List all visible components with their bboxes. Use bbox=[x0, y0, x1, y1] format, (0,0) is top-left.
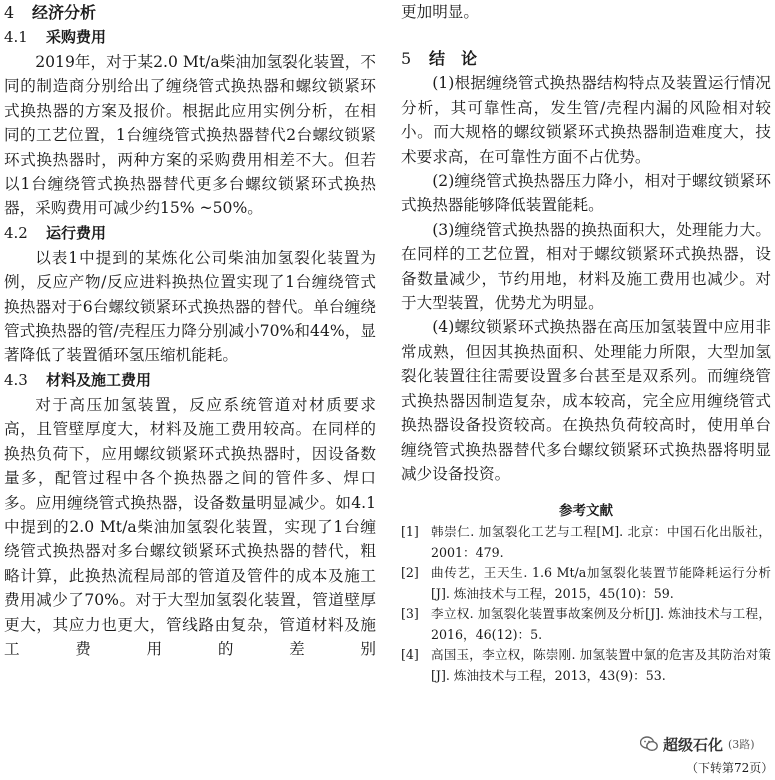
section-number: 4.1 bbox=[4, 28, 28, 46]
conclusion-3: (3)缠绕管式换热器的换热面积大，处理能力大。在同样的工艺位置，相对于螺纹锁紧环式换热器，设备数量减少，节约用地，材料及施工费用也减少。对于大型装置，优势尤为明显。 bbox=[401, 220, 771, 313]
section-5-heading bbox=[401, 46, 771, 71]
conclusion-4: (4)螺纹锁紧环式换热器在高压加氢装置中应用非常成熟，但因其换热面积、处理能力所限，大型加氢裂化装置往往需要设置多台甚至是双系列。而缠绕管式换热器因制造复杂，成本较高，完全应用缠绕管式换热器设备投资较高。在换热负荷较高时，使用单台缠绕管式换热器替代多台螺纹锁紧环式换热器将明显减少设备投资。 bbox=[401, 318, 771, 483]
section-4-2-paragraph: 以表1中提到的某炼化公司柴油加氢裂化装置为例，反应产物/反应进料换热位置实现了1台缠绕管式换热器对于6台螺纹锁紧环式换热器的替代。单台缠绕管式换热器的管/壳程压力降分别减小70%和44%，显著降低了装置循环氢压缩机能耗。 bbox=[4, 248, 376, 365]
reference-tag: [4] bbox=[401, 647, 419, 663]
section-4-1-heading bbox=[4, 25, 376, 50]
references-title: 参考文献 bbox=[559, 503, 613, 520]
reference-item bbox=[401, 645, 771, 686]
reference-item bbox=[401, 522, 771, 563]
section-title: 采购费用 bbox=[46, 28, 107, 46]
wechat-watermark bbox=[640, 733, 775, 755]
wechat-icon bbox=[640, 736, 658, 752]
section-number: 4.2 bbox=[4, 223, 28, 242]
reference-item bbox=[401, 563, 771, 604]
section-4-3-paragraph: 对于高压加氢装置，反应系统管道对材质要求高，且管壁厚度大，材料及施工费用较高。在同样的换热负荷下，应用螺纹锁紧环式换热器时，因设备数量多，配管过程中各个换热器之间的管件多、焊口多。应用缠绕管式换热器，设备数量明显减少。如4.1中提到的2.0 Mt/a柴油加氢裂化装置，实现了1台缠绕管式换热器对多台螺纹锁紧环式换热器的替代，粗略计算，此换热流程局部的管道及管件的成本及施工费用减少了70%。对于大型加氢裂化装置，管道壁厚更大，其应力也更大，管线路由复杂，管道材料及施工费用的差别 bbox=[4, 395, 376, 658]
reference-item bbox=[401, 604, 771, 645]
section-4-3-heading bbox=[4, 368, 376, 393]
section-title: 经济分析 bbox=[32, 3, 97, 22]
left-column bbox=[4, 0, 376, 661]
reference-text: 李立权. 加氢裂化装置事故案例及分析[J]. 炼油技术与工程，2016，46(12)：5. bbox=[431, 606, 771, 642]
section-title: 结 论 bbox=[429, 49, 478, 69]
section-4-2-heading bbox=[4, 221, 376, 246]
section-number: 4.3 bbox=[4, 370, 28, 389]
reference-text: 曲传艺，王天生. 1.6 Mt/a加氢裂化装置节能降耗运行分析[J]. 炼油技术与工程，2015，45(10)：59. bbox=[431, 565, 771, 601]
continued-on-page: （下转第72页） bbox=[686, 761, 774, 775]
section-title: 材料及施工费用 bbox=[46, 370, 152, 389]
section-4-1-paragraph: 2019年，对于某2.0 Mt/a柴油加氢裂化装置，不同的制造商分别给出了缠绕管式换热器和螺纹锁紧环式换热器的方案及报价。根据此应用实例分析，在相同的工艺位置，1台缠绕管式换热器替代2台螺纹锁紧环式换热器时，两种方案的采购费用相差不大。但若以1台缠绕管式换热器替代更多台螺纹锁紧环式换热器，采购费用可减少约15% ~50%。 bbox=[4, 53, 376, 218]
continued-paragraph: 更加明显。 bbox=[401, 3, 479, 21]
reference-list bbox=[401, 522, 771, 686]
reference-text: 高国玉，李立权，陈崇刚. 加氢装置中氯的危害及其防治对策[J]. 炼油技术与工程，2013，43(9)：53. bbox=[431, 647, 771, 683]
reference-tag: [3] bbox=[401, 606, 419, 622]
watermark-text: 超级石化 bbox=[663, 735, 724, 754]
reference-tag: [2] bbox=[401, 565, 419, 581]
watermark-sub: (3路) bbox=[728, 738, 755, 751]
right-column bbox=[401, 0, 771, 686]
section-number: 5 bbox=[401, 49, 412, 69]
section-title: 运行费用 bbox=[46, 223, 107, 242]
section-4-heading bbox=[4, 0, 376, 25]
reference-text: 韩崇仁. 加氢裂化工艺与工程[M]. 北京：中国石化出版社，2001：479. bbox=[431, 524, 771, 560]
section-number: 4 bbox=[4, 3, 15, 22]
conclusion-1: (1)根据缠绕管式换热器结构特点及装置运行情况分析，其可靠性高，发生管/壳程内漏的风险相对较小。而大规格的螺纹锁紧环式换热器制造难度大，技术要求高，在可靠性方面不占优势。 bbox=[401, 74, 771, 166]
reference-tag: [1] bbox=[401, 524, 419, 540]
conclusion-2: (2)缠绕管式换热器压力降小，相对于螺纹锁紧环式换热器能够降低装置能耗。 bbox=[401, 172, 771, 215]
